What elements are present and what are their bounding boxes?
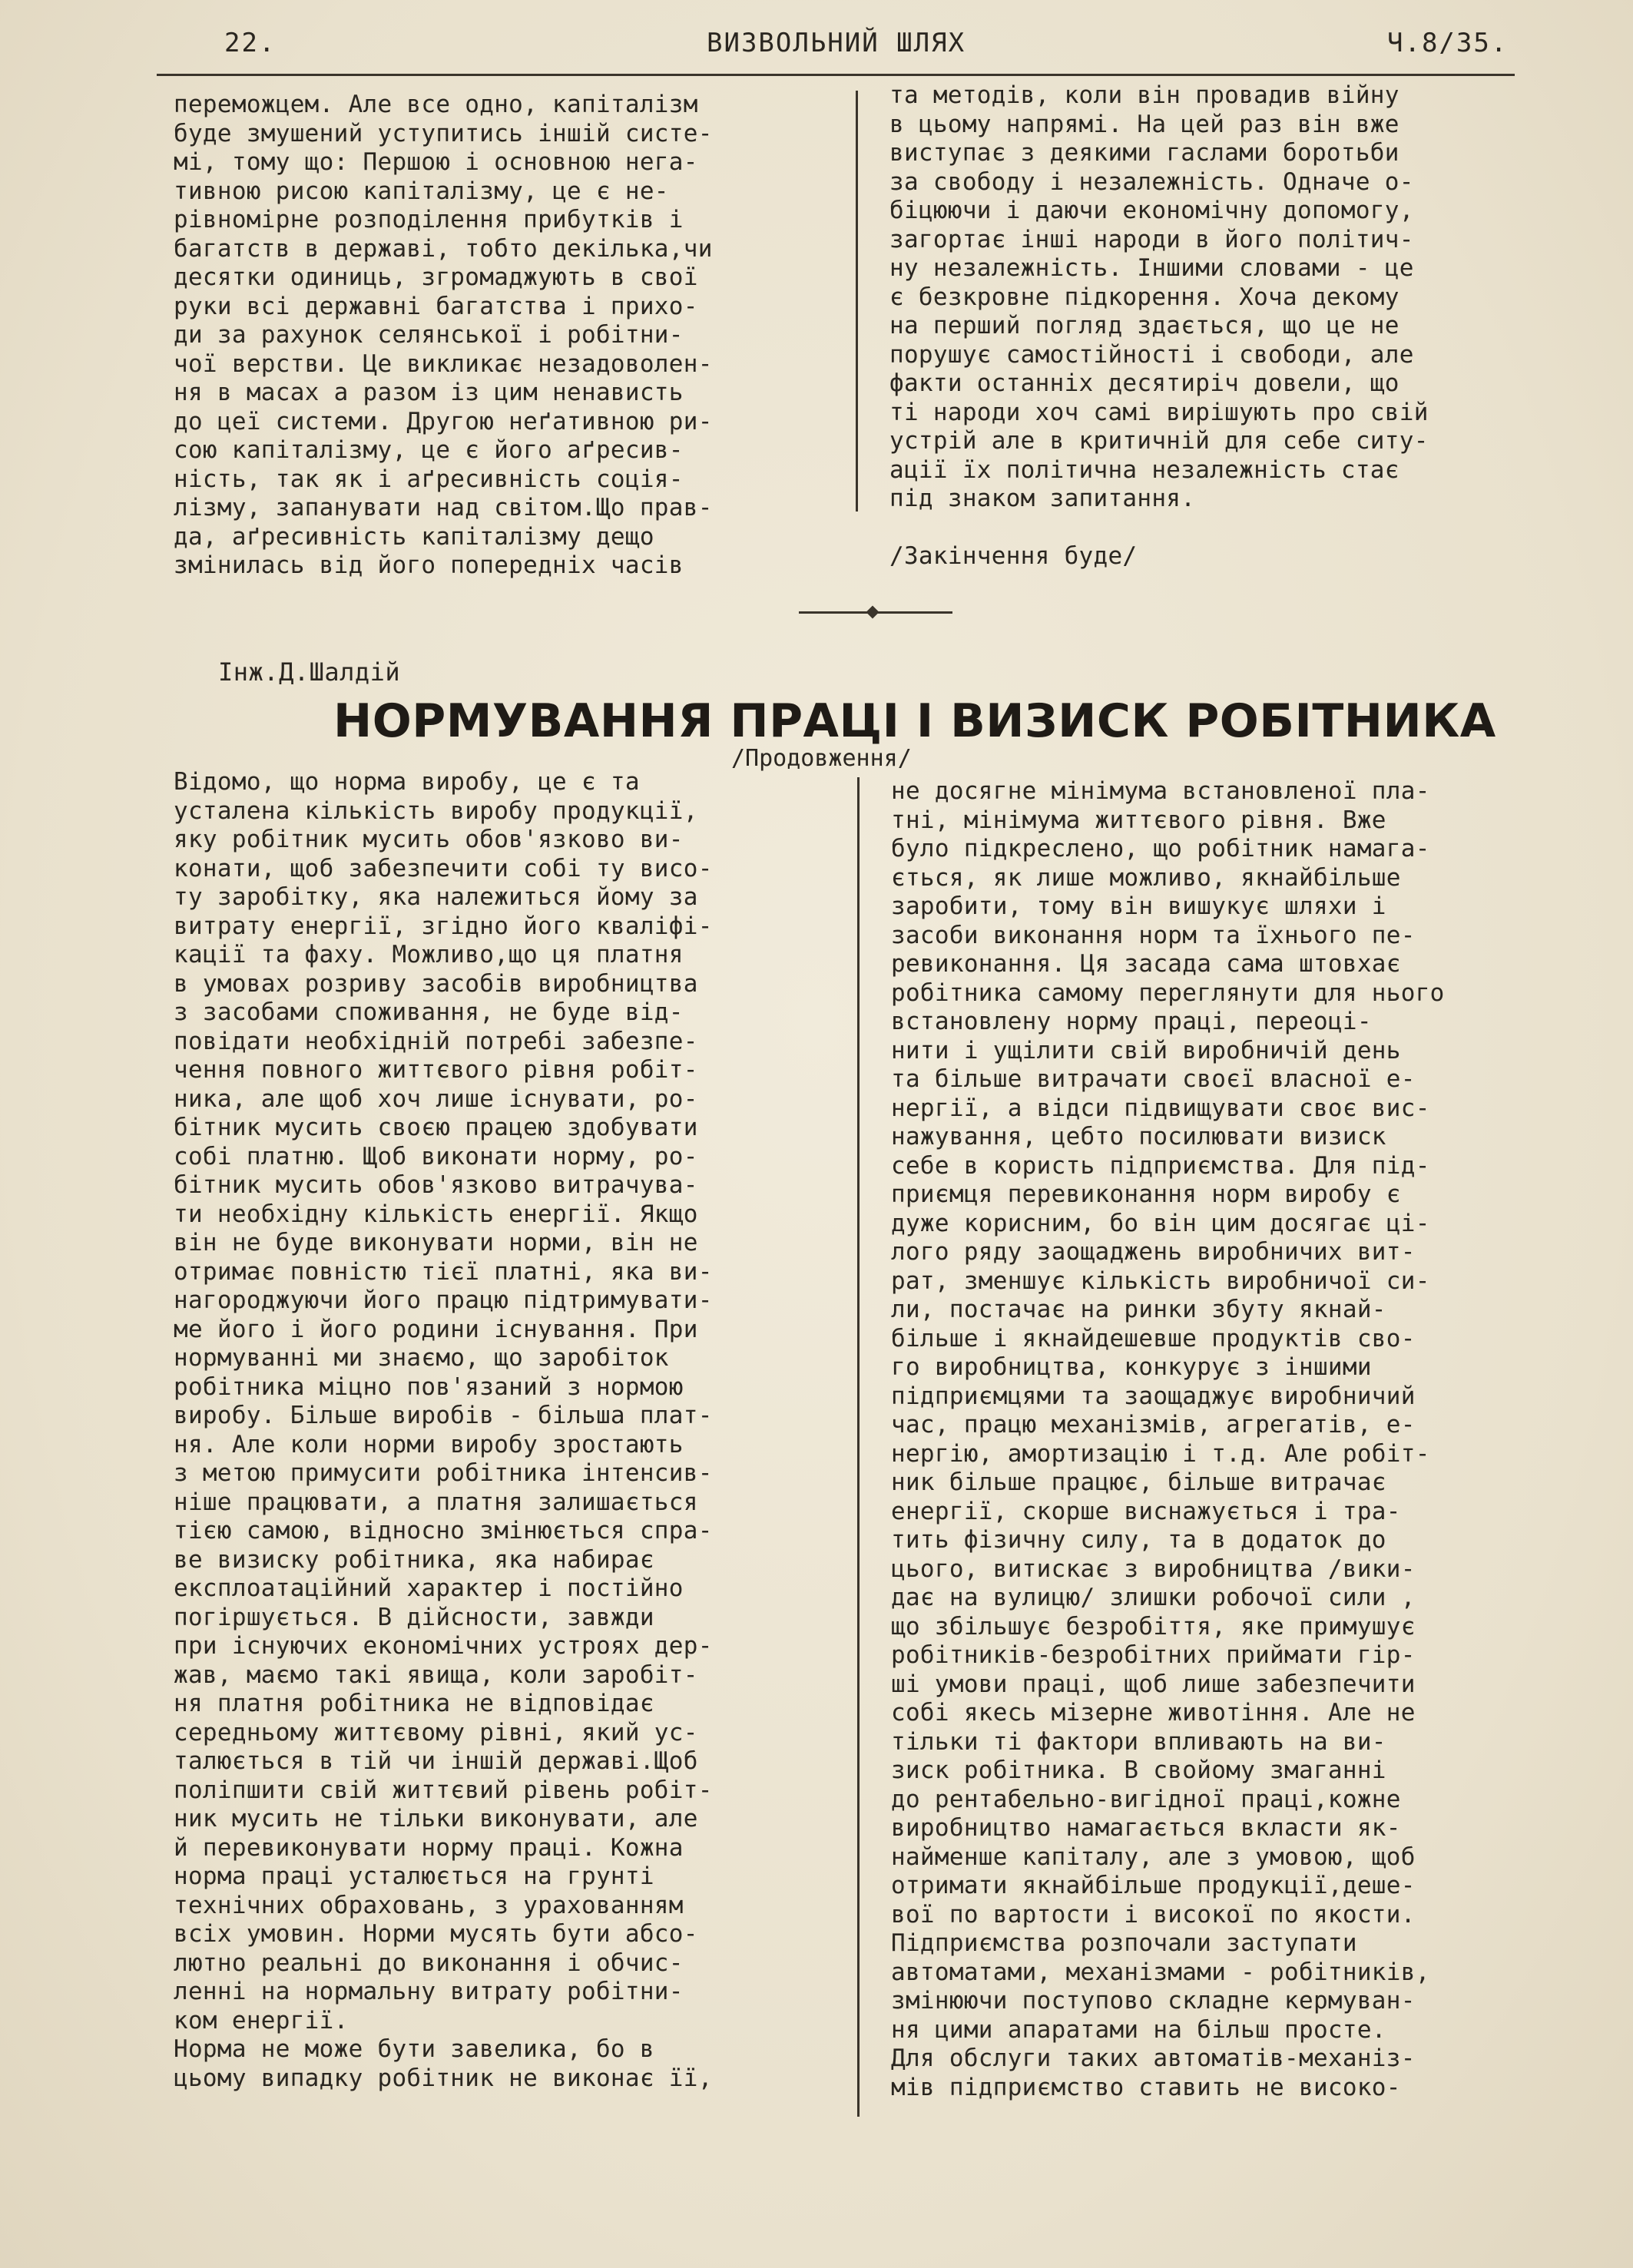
- text-line: себе в користь підприємства. Для під-: [891, 1151, 1430, 1180]
- text-line: нергію, амортизацію і т.д. Але робіт-: [891, 1439, 1430, 1468]
- text-line: ме його і його родини існування. При: [174, 1315, 698, 1343]
- text-line: лізму, запанувати над світом.Що прав-: [174, 494, 713, 521]
- text-line: переможцем. Але все одно, капіталізм: [174, 91, 698, 118]
- text-line: багатств в державі, тобто декілька,чи: [174, 234, 713, 263]
- text-line: норма праці усталюється на грунті: [174, 1862, 654, 1890]
- text-line: під знаком запитання.: [889, 485, 1196, 512]
- text-line: чення повного життєвого рівня робіт-: [174, 1056, 698, 1084]
- text-line: отримати якнайбільше продукції,деше-: [891, 1872, 1416, 1899]
- text-line: ня платня робітника не відповідає: [174, 1690, 654, 1717]
- text-line: ти необхідну кількість енергії. Якщо: [174, 1200, 698, 1228]
- text-line: кації та фаху. Можливо,що ця платня: [174, 941, 684, 968]
- text-line: в цьому напрямі. На цей раз він вже: [889, 110, 1399, 138]
- text-line: приємця перевиконання норм виробу є: [891, 1180, 1401, 1208]
- text-line: ве визиску робітника, яка набирає: [174, 1545, 654, 1574]
- previous-article-right-column: [889, 81, 1429, 571]
- text-line: найменше капіталу, але з умовою, щоб: [891, 1843, 1416, 1871]
- text-line: собі платню. Щоб виконати норму, ро-: [174, 1142, 698, 1170]
- text-line: дуже корисним, бо він цим досягає ці-: [891, 1209, 1430, 1237]
- text-line: мів підприємство ставить не високо-: [891, 2073, 1401, 2101]
- text-line: ленні на нормальну витрату робітни-: [174, 1978, 684, 2005]
- text-line: ревиконання. Ця засада сама штовхає: [891, 950, 1401, 978]
- text-line: та більше витрачати своєї власної е-: [891, 1065, 1416, 1093]
- text-line: середньому життєвому рівні, який ус-: [174, 1718, 698, 1747]
- text-line: що збільшує безробіття, яке примушує: [891, 1612, 1416, 1641]
- text-line: виробництво намагається вкласти як-: [891, 1814, 1401, 1842]
- text-line: рат, зменшує кількість виробничої си-: [891, 1266, 1430, 1295]
- text-line: нажування, цебто посилювати визиск: [891, 1123, 1386, 1151]
- text-line: до цеї системи. Другою неґативною ри-: [174, 407, 713, 435]
- text-line: ли, постачає на ринки збуту якнай-: [891, 1296, 1386, 1323]
- text-line: да, аґресивність капіталізму дещо: [174, 522, 654, 551]
- text-line: поліпшити свій життєвий рівень робіт-: [174, 1776, 713, 1804]
- text-line: ації їх політична незалежність стає: [889, 455, 1399, 484]
- text-line: лютно реальні до виконання і обчис-: [174, 1948, 684, 1977]
- text-line: зиск робітника. В свойому змаганні: [891, 1756, 1386, 1784]
- article-left-column: [174, 768, 713, 2093]
- text-line: ня. Але коли норми виробу зростають: [174, 1430, 684, 1458]
- text-line: експлоатаційний характер і постійно: [174, 1574, 684, 1602]
- text-line: Для обслуги таких автоматів-механіз-: [891, 2045, 1416, 2072]
- text-line: на перший погляд здається, що це не: [889, 312, 1399, 339]
- text-line: погіршується. В дійсности, завжди: [174, 1603, 654, 1631]
- text-line: вої по вартости і високої по якости.: [891, 1900, 1416, 1929]
- text-line: го виробництва, конкурує з іншими: [891, 1353, 1372, 1381]
- text-line: яку робітник мусить обов'язково ви-: [174, 826, 684, 853]
- text-line: виступає з деякими гаслами боротьби: [889, 139, 1399, 167]
- text-line: за свободу і незалежність. Одначе о-: [889, 167, 1414, 196]
- text-line: бітник мусить своєю працею здобувати: [174, 1114, 698, 1141]
- text-line: робітника самому переглянути для нього: [891, 978, 1445, 1007]
- text-line: й перевиконувати норму праці. Кожна: [174, 1833, 684, 1862]
- text-line: Відомо, що норма виробу, це є та: [174, 768, 640, 796]
- text-line: він не буде виконувати норми, він не: [174, 1229, 698, 1257]
- text-line: /Закінчення буде/: [889, 542, 1138, 570]
- text-line: отримає повністю тієї платні, яка ви-: [174, 1257, 713, 1286]
- text-line: автоматами, механізмами - робітників,: [891, 1958, 1430, 1986]
- text-line: в умовах розриву засобів виробництва: [174, 969, 698, 998]
- separator-ornament: [866, 606, 879, 619]
- text-line: енергії, скорше виснажується і тра-: [891, 1497, 1401, 1525]
- column-divider: [856, 91, 858, 512]
- text-line: бітник мусить обов'язково витрачува-: [174, 1171, 698, 1199]
- text-line: тільки ті фактори впливають на ви-: [891, 1727, 1386, 1756]
- text-line: факти останніх десятиріч довели, що: [889, 369, 1399, 397]
- text-line: є безкровне підкорення. Хоча декому: [889, 283, 1399, 311]
- text-line: мі, тому що: Першою і основною нега-: [174, 148, 698, 176]
- article-subtitle: /Продовження/: [731, 745, 912, 772]
- text-line: тивною рисою капіталізму, це є не-: [174, 177, 669, 205]
- text-line: ніше працювати, а платня залишається: [174, 1488, 698, 1516]
- article-column-divider: [857, 777, 860, 2117]
- text-line: тні, мінімума життєвого рівня. Вже: [891, 806, 1386, 834]
- text-line: нагороджуючи його працю підтримувати-: [174, 1286, 713, 1314]
- text-line: та методів, коли він провадив війну: [889, 81, 1399, 109]
- article-right-column: [891, 777, 1445, 2102]
- text-line: устрій але в критичній для себе ситу-: [889, 427, 1429, 455]
- text-line: ком енергії.: [174, 2006, 349, 2035]
- text-line: руки всі державні багатства і прихо-: [174, 292, 698, 320]
- text-line: рівномірне розподілення прибутків і: [174, 206, 684, 233]
- text-line: загортає інші народи в його політич-: [889, 225, 1414, 253]
- text-line: сою капіталізму, це є його аґресив-: [174, 436, 684, 464]
- text-line: технічних обраховань, з урахованням: [174, 1891, 684, 1919]
- text-line: тить фізичну силу, та в додаток до: [891, 1526, 1386, 1554]
- text-line: змінилась від його попередніх часів: [174, 551, 684, 579]
- text-line: ник більше працює, більше витрачає: [891, 1468, 1386, 1496]
- text-line: Підприємства розпочали заступати: [891, 1929, 1357, 1957]
- text-line: ника, але щоб хоч лише існувати, ро-: [174, 1084, 698, 1113]
- text-line: цьому випадку робітник не виконає її,: [174, 2064, 713, 2092]
- text-line: ність, так як і аґресивність соція-: [174, 465, 684, 493]
- text-line: підприємцями та заощаджує виробничий: [891, 1382, 1416, 1410]
- text-line: засоби виконання норм та їхнього пе-: [891, 921, 1416, 949]
- text-line: нормуванні ми знаємо, що заробіток: [174, 1344, 669, 1372]
- text-line: при існуючих економічних устроях дер-: [174, 1632, 713, 1660]
- text-line: ди за рахунок селянської і робітни-: [174, 321, 684, 349]
- text-line: біцюючи і даючи економічну допомогу,: [889, 197, 1414, 224]
- text-line: заробити, тому він вишукує шляхи і: [891, 892, 1386, 920]
- text-line: жав, маємо такі явища, коли заробіт-: [174, 1660, 698, 1689]
- text-line: ється, як лише можливо, якнайбільше: [891, 863, 1401, 892]
- header-rule: [157, 74, 1515, 76]
- text-line: буде змушений уступитись іншій систе-: [174, 119, 713, 147]
- text-line: тією самою, відносно змінюється спра-: [174, 1517, 713, 1545]
- text-line: цього, витискає з виробництва /вики-: [891, 1554, 1416, 1583]
- article-author: Інж.Д.Шалдій: [218, 657, 401, 687]
- article-title: НОРМУВАННЯ ПРАЦІ І ВИЗИСК РОБІТНИКА: [333, 694, 1496, 748]
- text-line: [889, 514, 1429, 543]
- text-line: ті народи хоч самі вирішують про свій: [889, 398, 1429, 426]
- text-line: встановлену норму праці, переоці-: [891, 1008, 1372, 1035]
- text-line: всіх умовин. Норми мусять бути абсо-: [174, 1920, 698, 1948]
- text-line: порушує самостійності і свободи, але: [889, 340, 1414, 369]
- text-line: змінюючи поступово складне кермуван-: [891, 1987, 1416, 2015]
- text-line: робітників-безробітних приймати гір-: [891, 1641, 1416, 1669]
- text-line: з метою примусити робітника інтенсив-: [174, 1459, 713, 1487]
- text-line: конати, щоб забезпечити собі ту висо-: [174, 854, 713, 882]
- text-line: більше і якнайдешевше продуктів сво-: [891, 1324, 1416, 1353]
- text-line: дає на вулицю/ злишки робочої сили ,: [891, 1584, 1416, 1611]
- text-line: ну незалежність. Іншими словами - це: [889, 254, 1414, 282]
- text-line: ту заробітку, яка належиться йому за: [174, 883, 698, 911]
- text-line: десятки одиниць, згромаджують в свої: [174, 263, 698, 291]
- text-line: з засобами споживання, не буде від-: [174, 998, 684, 1026]
- text-line: ник мусить не тільки виконувати, але: [174, 1805, 698, 1833]
- text-line: виробу. Більше виробів - більша плат-: [174, 1402, 713, 1429]
- text-line: повідати необхідній потребі забезпе-: [174, 1027, 698, 1055]
- previous-article-left-column: [174, 91, 713, 581]
- text-line: витрату енергії, згідно його кваліфі-: [174, 912, 713, 940]
- text-line: робітника міцно пов'язаний з нормою: [174, 1372, 684, 1401]
- text-line: ші умови праці, щоб лише забезпечити: [891, 1670, 1416, 1698]
- text-line: ня цими апаратами на більш просте.: [891, 2015, 1386, 2044]
- page-number: 22.: [224, 28, 277, 58]
- issue-number: Ч.8/35.: [1387, 28, 1509, 58]
- text-line: лого ряду заощаджень виробничих вит-: [891, 1238, 1416, 1266]
- text-line: було підкреслено, що робітник намага-: [891, 835, 1430, 863]
- text-line: талюється в тій чи іншій державі.Щоб: [174, 1747, 698, 1775]
- text-line: собі якесь мізерне животіння. Але не: [891, 1699, 1416, 1727]
- text-line: ня в масах а разом із цим ненависть: [174, 379, 684, 406]
- text-line: час, працю механізмів, агрегатів, е-: [891, 1411, 1416, 1439]
- text-line: не досягне мінімума встановленої пла-: [891, 777, 1430, 805]
- text-line: до рентабельно-вигідної праці,кожне: [891, 1785, 1401, 1813]
- text-line: Норма не може бути завелика, бо в: [174, 2035, 654, 2063]
- text-line: нергії, а відси підвищувати своє вис-: [891, 1094, 1430, 1122]
- text-line: усталена кількість виробу продукції,: [174, 796, 698, 825]
- journal-title: ВИЗВОЛЬНИЙ ШЛЯХ: [707, 28, 966, 58]
- text-line: нити і ущілити свій виробничій день: [891, 1036, 1401, 1064]
- text-line: чої верстви. Це викликає незадоволен-: [174, 349, 713, 378]
